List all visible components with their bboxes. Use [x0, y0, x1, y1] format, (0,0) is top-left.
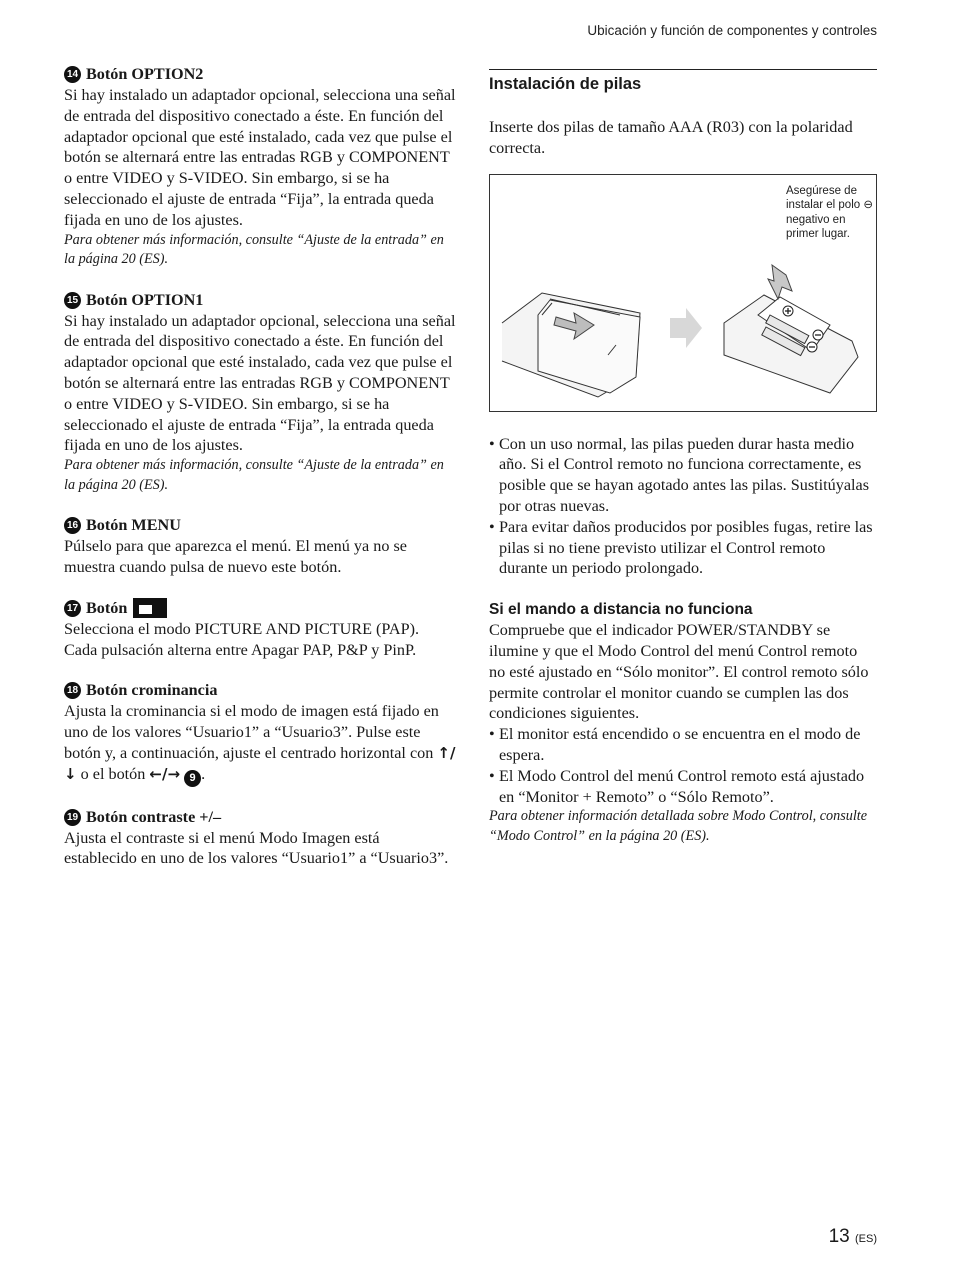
reference-number: 9 [184, 770, 201, 787]
right-column [489, 69, 877, 846]
section-title: Botón contraste +/– [86, 807, 222, 826]
section-contrast [64, 807, 456, 870]
running-header: Ubicación y función de componentes y controles [587, 23, 877, 38]
list-item: • El monitor está encendido o se encuentra en el modo de espera. [489, 724, 877, 766]
figure-annotation: Asegúrese de instalar el polo ⊖ negativo en primer lugar. [786, 184, 873, 241]
pap-icon [133, 598, 167, 618]
up-down-arrow-icon: ↑/↓ [64, 743, 456, 783]
list-item: • Para evitar daños producidos por posibles fugas, retire las pilas si no tiene previsto utilizar el Control remoto durante un periodo prolongado. [489, 517, 877, 579]
section-option2 [64, 64, 456, 270]
section-body: Púlselo para que aparezca el menú. El menú ya no se muestra cuando pulsa de nuevo este botón. [64, 537, 407, 576]
section-title: Botón OPTION1 [86, 290, 204, 309]
troubleshoot-text: Compruebe que el indicador POWER/STANDBY se ilumine y que el Modo Control del menú Control remoto no esté ajustado en “Sólo monitor”. El control remoto sólo permite controlar el monitor cuando se cumplen las dos condiciones siguientes. [489, 621, 869, 723]
list-item: • Con un uso normal, las pilas pueden durar hasta medio año. Si el Control remoto no funciona correctamente, es posible que se hayan agotado antes las pilas. Sustitúyalas por otras nuevas. [489, 434, 877, 517]
section-body: Selecciona el modo PICTURE AND PICTURE (PAP). Cada pulsación alterna entre Apagar PAP, P&P y PinP. [64, 619, 420, 659]
intro-text: Inserte dos pilas de tamaño AAA (R03) con la polaridad correcta. [489, 118, 853, 157]
section-chroma [64, 680, 456, 786]
callout-number: 16 [64, 517, 81, 534]
section-menu [64, 515, 456, 578]
list-item: • El Modo Control del menú Control remoto está ajustado en “Monitor + Remoto” o “Sólo Remoto”. [489, 766, 877, 808]
section-note: Para obtener más información, consulte “Ajuste de la entrada” en la página 20 (ES). [64, 231, 444, 268]
callout-number: 18 [64, 682, 81, 699]
section-body: Si hay instalado un adaptador opcional, selecciona una señal de entrada del dispositivo conectado a éste. En función del adaptador opcional que esté instalado, cada vez que pulse el botón se alternará entre las entradas RGB y COMPONENT o entre VIDEO y S-VIDEO. Sin embargo, si se ha seleccionado el ajuste de entrada “Fija”, la entrada queda fijada en uno de los ajustes. [64, 311, 456, 455]
battery-illustration [489, 174, 877, 412]
left-column [64, 64, 456, 889]
section-rule [489, 69, 877, 95]
subheading: Si el mando a distancia no funciona [489, 601, 753, 619]
page-number: 13 (ES) [828, 1226, 877, 1247]
section-title: Botón [86, 598, 128, 617]
callout-number: 17 [64, 600, 81, 617]
section-note: Para obtener más información, consulte “Ajuste de la entrada” en la página 20 (ES). [64, 457, 444, 493]
section-title: Botón crominancia [86, 681, 218, 700]
section-note: Para obtener información detallada sobre Modo Control, consulte “Modo Control” en la página 20 (ES). [489, 808, 868, 844]
page-suffix: (ES) [855, 1233, 877, 1245]
section-pap [64, 598, 456, 661]
section-body: Ajusta la crominancia si el modo de imagen está fijado en uno de los valores “Usuario1” a “Usuario3”. Pulse este botón y, a continuación, ajuste el centrado horizontal con ↑/↓ o el botón ←/→ 9 . [64, 701, 456, 786]
section-title: Botón MENU [86, 516, 181, 535]
section-body: Si hay instalado un adaptador opcional, selecciona una señal de entrada del dispositivo conectado a éste. En función del adaptador opcional que esté instalado, cada vez que pulse el botón se alternará entre las entradas RGB y COMPONENT o entre VIDEO y S-VIDEO. Sin embargo, si se ha seleccionado el ajuste de entrada “Fija”, la entrada queda fijada en uno de los ajustes. [64, 86, 456, 229]
callout-number: 15 [64, 292, 81, 309]
section-option1 [64, 290, 456, 496]
callout-number: 19 [64, 809, 81, 826]
section-body: Ajusta el contraste si el menú Modo Imagen está establecido en uno de los valores “Usuario1” a “Usuario3”. [64, 828, 449, 868]
condition-bullets [489, 724, 877, 807]
section-title: Botón OPTION2 [86, 65, 204, 83]
section-heading: Instalación de pilas [489, 75, 642, 93]
left-right-arrow-icon: ←/→ [149, 764, 181, 783]
battery-bullets [489, 434, 877, 580]
callout-number: 14 [64, 66, 81, 83]
